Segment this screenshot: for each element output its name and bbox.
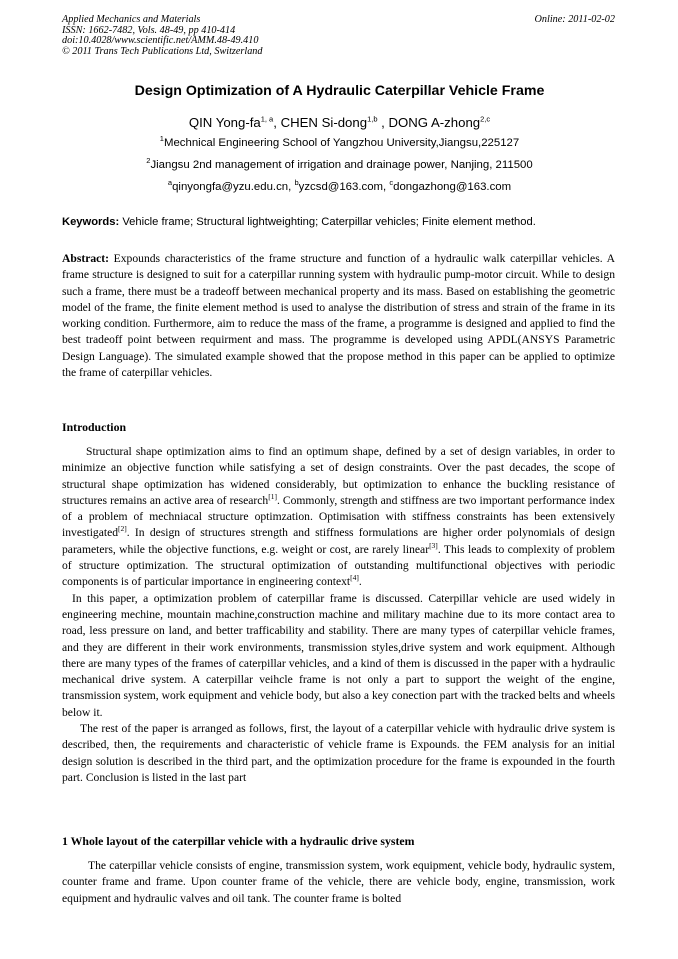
introduction-paragraph: The rest of the paper is arranged as follows, first, the layout of a caterpillar vehicle with hydraulic drive system is described, then, the requirements and characteristic of vehicle frame is Expounds. the FEM analysis for an initial design solution is described in the third part, and the optimization procedure for the frame is expounded in the fourth part. Conclusion is listed in the last part (62, 722, 615, 784)
journal-copyright: © 2011 Trans Tech Publications Ltd, Switzerland (62, 45, 263, 57)
author-name: DONG A-zhong (388, 115, 481, 130)
abstract-label: Abstract: (62, 252, 110, 265)
abstract-text: Expounds characteristics of the frame structure and function of a hydraulic walk caterpillar vehicles. A frame structure is designed to suit for a caterpillar running system with hydraulic pump-motor circuit. While to design such a frame, there must be a tradeoff between mechanical property and its mass. Based on establishing the geometric model of the frame, the finite element method is used to analyse the distribution of stress and strain of the frame in its working condition. Furthermore, aim to reduce the mass of the frame, a programme is designed and applied to find the best tradeoff point between requirment and mass. The programme is developed using APDL(ANSYS Parametric Design Language). The simulated example showed that the propose method in this paper can be applied to optimize the frame of caterpillar vehicles. (62, 252, 615, 380)
email-link[interactable]: dongazhong@163.com (393, 181, 512, 193)
email-link[interactable]: yzcsd@163.com (298, 181, 384, 193)
affiliation-text: Jiangsu 2nd management of irrigation and drainage power, Nanjing, 211500 (150, 159, 533, 171)
section-1-paragraph: The caterpillar vehicle consists of engine, transmission system, work equipment, vehicle body, hydraulic system, counter frame and frame. Upon counter frame of the vehicle, there are vehicle body, engine, transmission, work equipment and hydraulic valves and oil tank. The counter frame is bolted (62, 859, 615, 905)
email-mark: c (389, 178, 394, 188)
email-mark: b (294, 178, 299, 188)
email-mark: a (167, 178, 173, 188)
introduction-heading: Introduction (62, 420, 127, 434)
text-run: . In design of structures strength and stiffness formulations are higher order polynomials of design parameters, while the objective functions, e.g. weight or cost, are rarely linear (62, 526, 615, 556)
journal-header (62, 15, 617, 57)
author-affiliation-mark: 1, a (260, 114, 274, 124)
text-run: . This leads to complexity of problem of structure optimization. The structural optimization of outstanding multifunctional objectives with periodic components is of particular importance in engineering context (62, 542, 615, 589)
keywords-label: Keywords: (62, 216, 120, 228)
text-run: Structural shape optimization aims to find an optimum shape, defined by a set of design variables, in order to minimize an objective function while satisfying a set of design constraints. Over the past decades, the scope of structural shape optimization has widened considerably, but optimization to enhance the buckling resistance of structures remains an active area of research (62, 445, 615, 507)
author-name: QIN Yong-fa (188, 115, 261, 130)
section-1-body (62, 858, 615, 907)
affiliation (62, 134, 617, 149)
citation-link[interactable]: [2] (118, 524, 127, 534)
paper-title: Design Optimization of A Hydraulic Caterpillar Vehicle Frame (134, 83, 545, 99)
affiliation-text: Mechnical Engineering School of Yangzhou University,Jiangsu,225127 (163, 137, 520, 149)
citation-link[interactable]: [4] (350, 573, 359, 583)
email-list: $^a$qinyongfa@yzu.edu.cn, $^b$yzcsd@163.com, $^c$dongazhong@163.com (167, 178, 512, 193)
introduction-paragraph (62, 444, 615, 591)
author-affiliation-mark: 1,b (367, 114, 378, 124)
journal-name: Applied Mechanics and Materials (62, 14, 201, 25)
keywords-text: Vehicle frame; Structural lightweighting; Caterpillar vehicles; Finite element method. (122, 216, 536, 228)
keywords (62, 216, 622, 228)
author-affiliation-mark: 2,c (480, 114, 491, 124)
introduction-paragraph: In this paper, a optimization problem of caterpillar frame is discussed. Caterpillar vehicle are used widely in engineering mechine, mountain machine,construction machine and military machine due to its more contact area to road, less pressure on land, and better trafficability and stability. There are many types of caterpillar vehicle frames, and they are different in their work environments, transmission styles,drive system and work equipment. Although there are many types of the frames of caterpillar vehicles, and a kind of them is discussed in the paper with a hydraulic mechanical drive system. A caterpillar veihcle frame is not only a part to support the weight of the engine, transmission system, work equipment and vehicle body, but also a key conection part with the tracked belts and wheels below it. (62, 591, 615, 719)
journal-issn: ISSN: 1662-7482, Vols. 48-49, pp 410-414 (62, 24, 236, 36)
text-run: . (358, 575, 362, 589)
citation-link[interactable]: [1] (268, 492, 277, 502)
affiliation-mark: 1 (159, 134, 164, 144)
affiliation-mark: 2 (146, 156, 151, 166)
section-1-heading: 1 Whole layout of the caterpillar vehicle with a hydraulic drive system (62, 834, 415, 848)
introduction-body (62, 444, 615, 786)
online-date: Online: 2011-02-02 (534, 14, 615, 25)
email-link[interactable]: qinyongfa@yzu.edu.cn (172, 181, 289, 193)
author-name: CHEN Si-dong (280, 115, 368, 130)
citation-link[interactable]: [3] (429, 540, 438, 550)
abstract (62, 251, 615, 381)
affiliation (62, 156, 617, 171)
journal-doi: doi:10.4028/www.scientific.net/AMM.48-49.410 (62, 35, 259, 47)
author-list: QIN Yong-fa$^{1, a}$, CHEN Si-dong$^{1,b}$ , DONG A-zhong$^{2,c}$ (188, 114, 491, 130)
text-run: . Commonly, strength and stiffness are two important performance index of a problem of mechniacal structure optimzation. Optimisation with stiffness constraints has been extensively investigated (62, 493, 615, 540)
